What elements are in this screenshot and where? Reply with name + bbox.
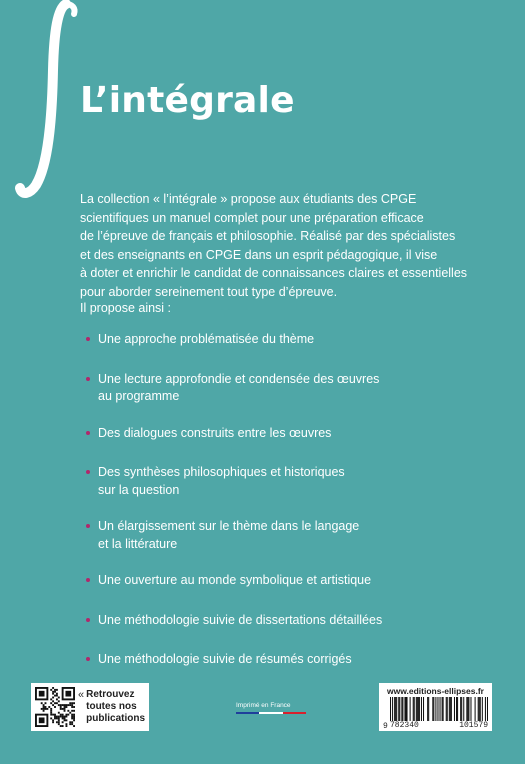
- intro-paragraph: [80, 190, 500, 301]
- feature-text: Un élargissement sur le thème dans le langage: [98, 519, 360, 533]
- feature-item: [98, 464, 498, 499]
- qr-code-panel[interactable]: [31, 683, 149, 731]
- qr-code-icon[interactable]: [35, 687, 75, 727]
- feature-text: Des dialogues construits entre les œuvres: [98, 425, 332, 440]
- barcode-main: [390, 697, 488, 731]
- intro-line: et des enseignants en CPGE dans un esprit pédagogique, il vise: [80, 247, 438, 262]
- intro-line: de l’épreuve de français et philosophie. Réalisé par des spécialistes: [80, 229, 456, 243]
- barcode-first-digit: 9: [383, 722, 388, 731]
- bullet-icon: [86, 470, 90, 474]
- feature-item: [98, 331, 498, 349]
- publisher-website[interactable]: www.editions-ellipses.fr: [387, 686, 484, 696]
- bullet-icon: [86, 524, 90, 528]
- feature-item: [98, 612, 498, 630]
- bullet-icon: [86, 431, 90, 435]
- barcode-panel: [379, 683, 492, 731]
- integral-sign-logo: [6, 0, 86, 200]
- barcode-digits-right: 101579: [459, 721, 488, 730]
- bullet-icon: [86, 578, 90, 582]
- feature-text: au programme: [98, 389, 180, 403]
- qr-caption: [86, 689, 145, 725]
- qr-caption-line: Retrouvez: [86, 689, 135, 700]
- feature-text: Des synthèses philosophiques et historiques: [98, 465, 345, 479]
- flag-red: [283, 712, 306, 714]
- feature-item: [98, 518, 498, 553]
- feature-text: sur la question: [98, 482, 180, 497]
- arrow-icon: «: [78, 689, 85, 701]
- flag-white: [259, 712, 282, 714]
- qr-caption-line: toutes nos: [86, 701, 137, 712]
- feature-item: [98, 651, 498, 669]
- intro-line: pour aborder sereinement tout type d’épreuve.: [80, 284, 338, 299]
- feature-text: Une lecture approfondie et condensée des œuvres: [98, 371, 380, 386]
- collection-title: L’intégrale: [80, 80, 295, 121]
- intro-line: La collection « l’intégrale » propose aux étudiants des CPGE: [80, 192, 417, 206]
- feature-text: Une ouverture au monde symbolique et artistique: [98, 573, 372, 587]
- barcode-digits: [390, 721, 488, 731]
- bullet-icon: [86, 377, 90, 381]
- bullet-icon: [86, 337, 90, 341]
- imprint-label: Imprimé en France: [236, 702, 291, 709]
- bullet-icon: [86, 657, 90, 661]
- feature-item: [98, 572, 498, 590]
- feature-item: [98, 425, 498, 443]
- barcode-icon: [390, 697, 488, 721]
- bullet-icon: [86, 618, 90, 622]
- barcode-row: [383, 697, 488, 731]
- intro-line: à doter et enrichir le candidat de connaissances claires et essentielles: [80, 266, 468, 280]
- feature-text: et la littérature: [98, 536, 178, 551]
- features-lead: Il propose ainsi :: [80, 301, 172, 315]
- barcode-digits-left: 782340: [390, 721, 419, 730]
- feature-item: [98, 371, 498, 406]
- feature-text: Une méthodologie suivie de dissertations détaillées: [98, 612, 383, 627]
- features-list: [98, 331, 498, 691]
- flag-blue: [236, 712, 259, 714]
- french-flag-stripe: [236, 712, 306, 714]
- intro-line: scientifiques un manuel complet pour une préparation efficace: [80, 210, 424, 225]
- qr-caption-line: publications: [86, 713, 146, 724]
- feature-text: Une méthodologie suivie de résumés corrigés: [98, 652, 352, 666]
- feature-text: Une approche problématisée du thème: [98, 332, 315, 346]
